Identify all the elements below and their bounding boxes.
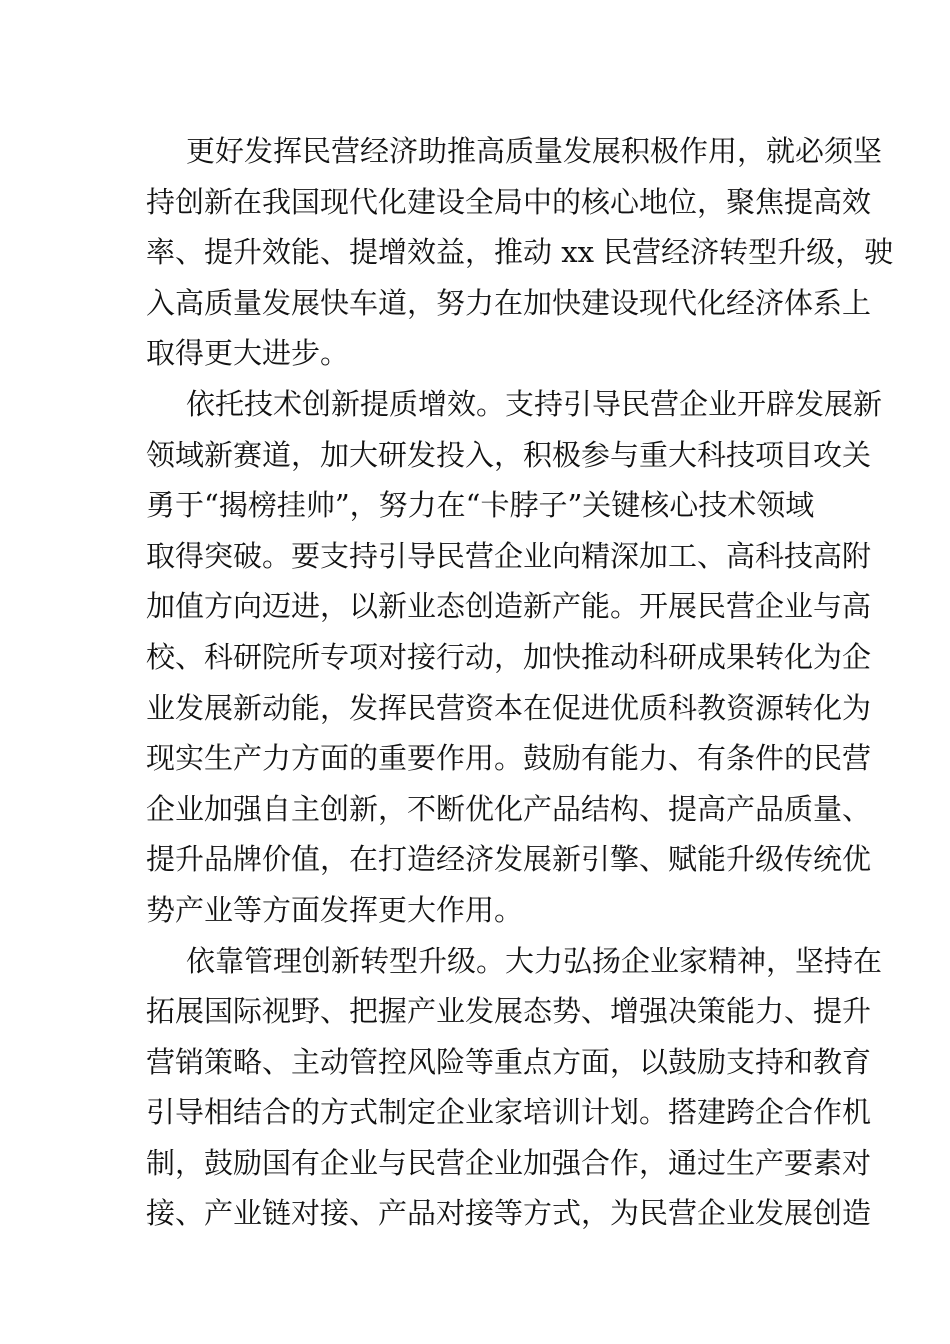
text-line: 接、产业链对接、产品对接等方式，为民营企业发展创造 bbox=[146, 1196, 872, 1231]
text-line: 率、提升效能、提增效益，推动 xx 民营经济转型升级，驶 bbox=[146, 235, 894, 270]
body-text bbox=[146, 126, 894, 1239]
text-line: 制，鼓励国有企业与民营企业加强合作，通过生产要素对 bbox=[146, 1145, 872, 1180]
text-line: 营销策略、主动管控风险等重点方面，以鼓励支持和教育 bbox=[146, 1044, 872, 1079]
text-line: 校、科研院所专项对接行动，加快推动科研成果转化为企 bbox=[146, 639, 872, 674]
text-line: 更好发挥民营经济助推高质量发展积极作用，就必须坚 bbox=[186, 134, 883, 168]
text-line: 加值方向迈进，以新业态创造新产能。开展民营企业与高 bbox=[146, 589, 872, 624]
text-line: 取得突破。要支持引导民营企业向精深加工、高科技高附 bbox=[146, 538, 872, 573]
text-line: 依托技术创新提质增效。支持引导民营企业开辟发展新 bbox=[186, 386, 883, 421]
text-line: 入高质量发展快车道，努力在加快建设现代化经济体系上 bbox=[146, 285, 872, 320]
text-line: 持创新在我国现代化建设全局中的核心地位，聚焦提高效 bbox=[146, 184, 872, 219]
text-line: 勇于“揭榜挂帅”，努力在“卡脖子”关键核心技术领域 bbox=[146, 488, 815, 523]
text-line: 拓展国际视野、把握产业发展态势、增强决策能力、提升 bbox=[146, 994, 872, 1029]
text-line: 现实生产力方面的重要作用。鼓励有能力、有条件的民营 bbox=[146, 741, 872, 776]
text-line: 业发展新动能，发挥民营资本在促进优质科教资源转化为 bbox=[146, 690, 872, 725]
paragraph-3 bbox=[146, 936, 883, 1240]
text-line: 势产业等方面发挥更大作用。 bbox=[146, 892, 524, 927]
text-line: 提升品牌价值，在打造经济发展新引擎、赋能升级传统优 bbox=[146, 842, 872, 877]
text-line: 引导相结合的方式制定企业家培训计划。搭建跨企合作机 bbox=[146, 1095, 872, 1130]
text-line: 企业加强自主创新，不断优化产品结构、提高产品质量、 bbox=[146, 791, 872, 826]
paragraph-2 bbox=[146, 379, 883, 936]
text-line: 领域新赛道，加大研发投入，积极参与重大科技项目攻关 bbox=[146, 437, 872, 472]
text-line: 依靠管理创新转型升级。大力弘扬企业家精神，坚持在 bbox=[186, 943, 883, 978]
paragraph-1 bbox=[146, 126, 894, 379]
text-line: 取得更大进步。 bbox=[146, 336, 350, 371]
